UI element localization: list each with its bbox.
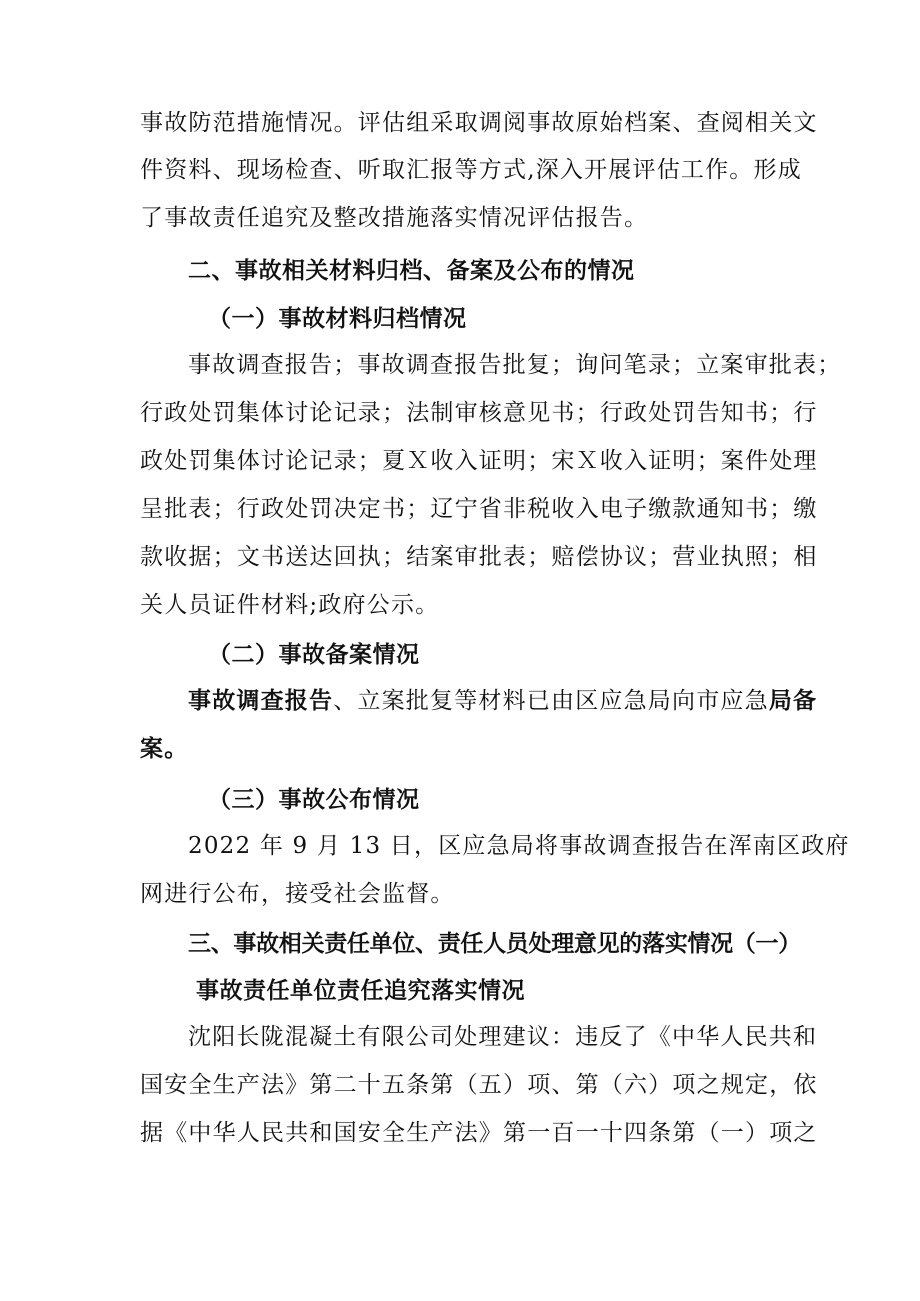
paragraph-line: 沈阳长陇混凝土有限公司处理建议：违反了《中华人民共和 — [188, 1024, 818, 1050]
paragraph-line: 2022 年 9 月 13 日，区应急局将事故调查报告在浑南区政府 — [188, 833, 850, 859]
paragraph-line: 据《中华人民共和国安全生产法》第一百一十四条第（一）项之 — [140, 1120, 818, 1146]
paragraph-line: 网进行公布，接受社会监督。 — [140, 881, 455, 907]
paragraph-line: 呈批表；行政处罚决定书；辽宁省非税收入电子缴款通知书；缴 — [140, 496, 818, 522]
subsection-heading: 事故责任单位责任追究落实情况 — [196, 978, 525, 1004]
paragraph-line — [188, 686, 818, 716]
subsection-heading: （二）事故备案情况 — [208, 642, 420, 668]
subsection-heading: （三）事故公布情况 — [208, 787, 420, 813]
paragraph-line: 件资料、现场检查、听取汇报等方式,深入开展评估工作。形成 — [140, 157, 802, 183]
section-heading: 二、事故相关材料归档、备案及公布的情况 — [188, 258, 635, 284]
paragraph-line: 政处罚集体讨论记录；夏Ｘ收入证明；宋Ｘ收入证明；案件处理 — [140, 448, 818, 474]
bold-text: 事故调查报告 — [188, 687, 334, 714]
normal-text: 、立案批复等材料已由区应急局向市应急 — [333, 688, 769, 714]
paragraph-line: 了事故责任追究及整改措施落实情况评估报告。 — [140, 205, 649, 231]
paragraph-line: 事故调查报告；事故调查报告批复；询问笔录；立案审批表； — [188, 352, 842, 378]
paragraph-line: 事故防范措施情况。评估组采取调阅事故原始档案、查阅相关文 — [140, 110, 818, 136]
subsection-heading: （一）事故材料归档情况 — [208, 306, 467, 332]
paragraph-line: 款收据；文书送达回执；结案审批表；赔偿协议；营业执照；相 — [140, 544, 818, 570]
paragraph-line: 案。 — [140, 735, 189, 762]
paragraph-line: 行政处罚集体讨论记录；法制审核意见书；行政处罚告知书；行 — [140, 400, 818, 426]
paragraph-line: 国安全生产法》第二十五条第（五）项、第（六）项之规定，依 — [140, 1072, 818, 1098]
bold-text: 局备 — [768, 687, 818, 714]
paragraph-line: 关人员证件材料;政府公示。 — [140, 592, 440, 618]
section-heading: 三、事故相关责任单位、责任人员处理意见的落实情况（一） — [188, 931, 801, 957]
